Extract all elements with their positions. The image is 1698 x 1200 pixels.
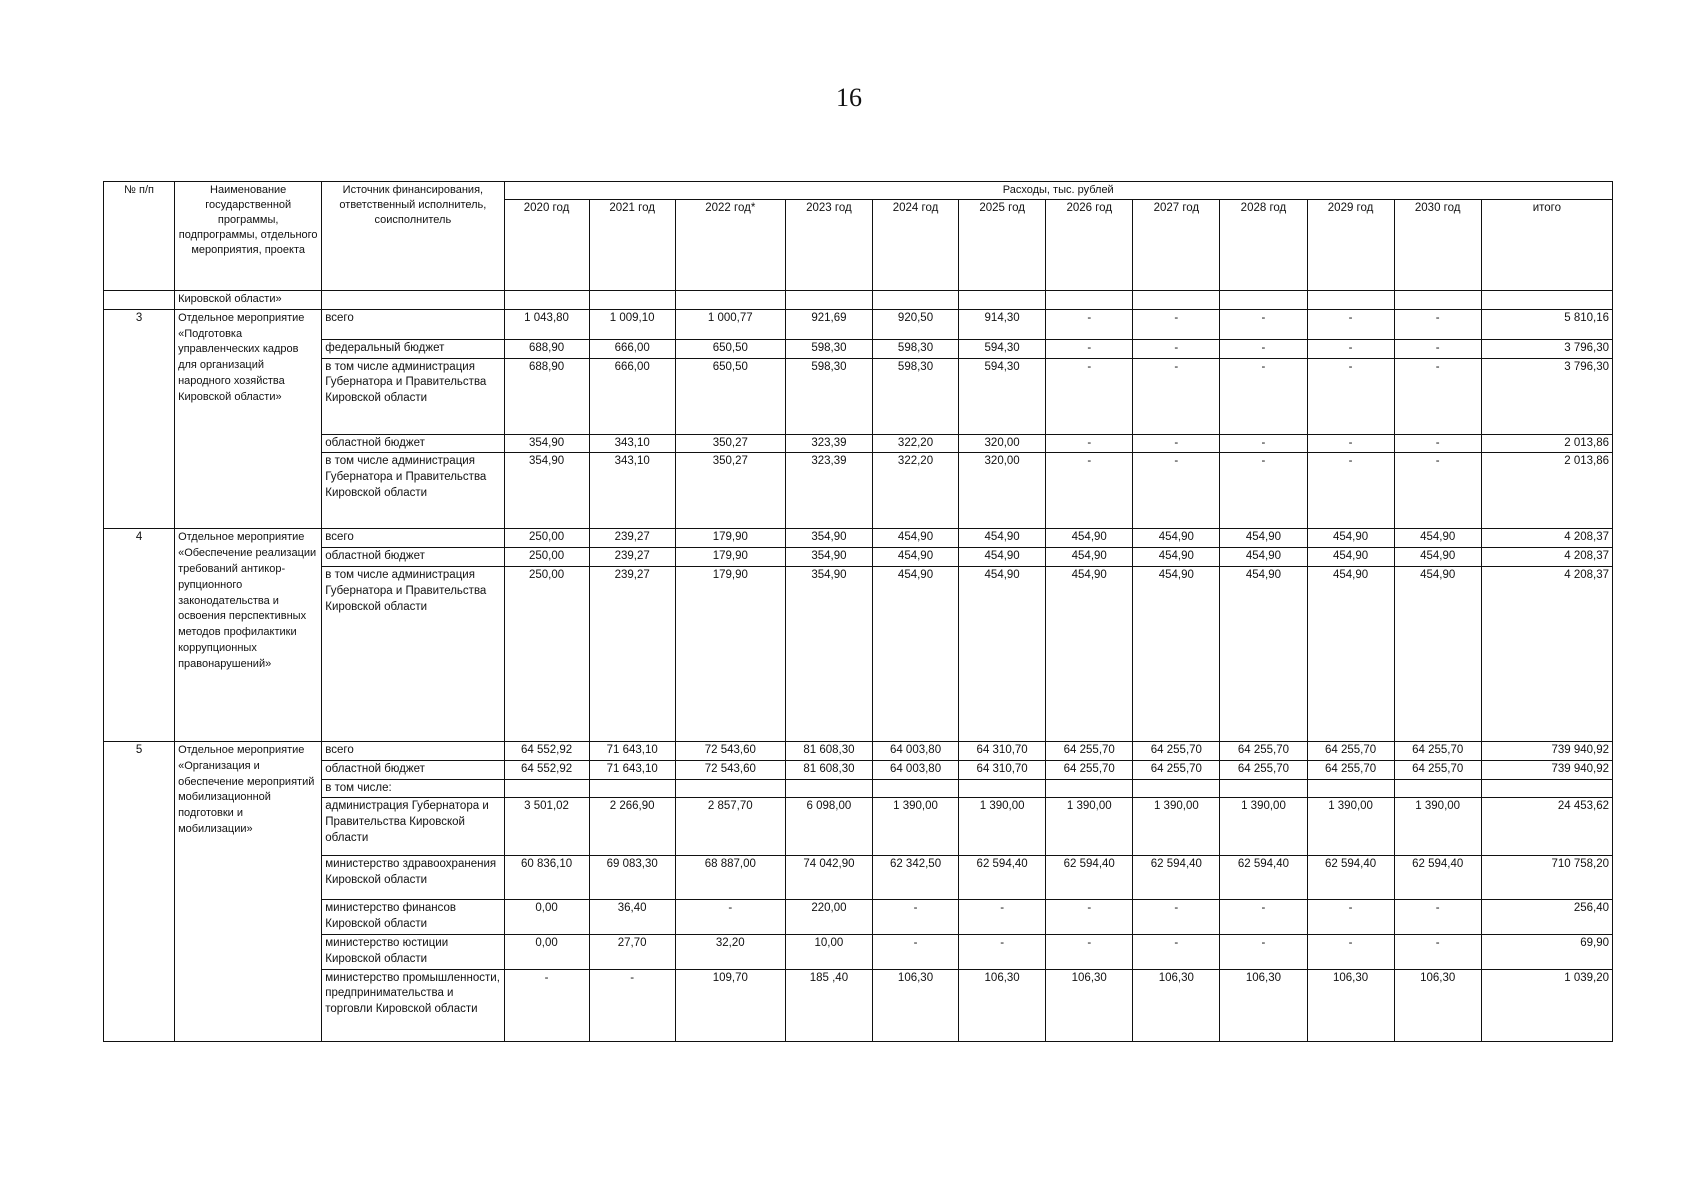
value-cell: 220,00 [785,900,872,935]
header-expenses: Расходы, тыс. рублей [504,182,1613,200]
value-cell: - [1220,358,1307,434]
value-cell: 72 543,60 [675,760,785,779]
value-cell: 64 255,70 [1133,760,1220,779]
year-header: 2027 год [1133,200,1220,291]
value-cell [589,779,675,798]
value-cell: 354,90 [785,548,872,567]
header-num: № п/п [104,182,175,291]
value-cell: 1 390,00 [1307,798,1394,856]
table-row [104,798,1613,856]
value-cell: - [1220,900,1307,935]
value-cell: - [1046,309,1133,339]
value-cell: 454,90 [1394,548,1481,567]
value-cell: - [1046,453,1133,529]
header-row [104,182,1613,200]
funding-source: областной бюджет [322,548,504,567]
value-cell: 250,00 [504,529,589,548]
value-cell: 598,30 [785,339,872,358]
value-cell: - [1133,934,1220,969]
value-cell: 350,27 [675,453,785,529]
value-cell: 914,30 [959,309,1046,339]
value-cell: 2 857,70 [675,798,785,856]
value-cell: - [1394,934,1481,969]
value-cell: 454,90 [1220,566,1307,741]
total-cell: 1 039,20 [1481,969,1612,1041]
value-cell [1220,779,1307,798]
table-row [104,900,1613,935]
value-cell: 454,90 [959,548,1046,567]
value-cell: 454,90 [1394,566,1481,741]
total-cell: 5 810,16 [1481,309,1612,339]
value-cell: 250,00 [504,548,589,567]
value-cell: 354,90 [504,453,589,529]
value-cell: - [1307,358,1394,434]
value-cell: 62 594,40 [1394,856,1481,900]
value-cell: 106,30 [1133,969,1220,1041]
value-cell: 454,90 [872,529,958,548]
value-cell: 454,90 [872,548,958,567]
table-row [104,339,1613,358]
year-header: 2029 год [1307,200,1394,291]
value-cell [872,779,958,798]
total-cell: 69,90 [1481,934,1612,969]
value-cell: 350,27 [675,434,785,453]
table-row [104,969,1613,1041]
value-cell: 598,30 [872,358,958,434]
value-cell: 0,00 [504,900,589,935]
table-row [104,358,1613,434]
funding-source: всего [322,741,504,760]
value-cell: 36,40 [589,900,675,935]
total-cell: 24 453,62 [1481,798,1612,856]
table-row [104,779,1613,798]
value-cell: 62 594,40 [1133,856,1220,900]
value-cell: 688,90 [504,358,589,434]
value-cell: 322,20 [872,434,958,453]
value-cell: 454,90 [1220,529,1307,548]
value-cell: - [1046,358,1133,434]
value-cell: - [1394,339,1481,358]
value-cell [1046,779,1133,798]
value-cell: 239,27 [589,566,675,741]
value-cell: 1 009,10 [589,309,675,339]
year-header: 2021 год [589,200,675,291]
value-cell: 106,30 [1307,969,1394,1041]
value-cell: - [1220,309,1307,339]
total-cell: 2 013,86 [1481,434,1612,453]
value-cell: - [1133,339,1220,358]
funding-source: министерство юстиции Кировской области [322,934,504,969]
value-cell: 179,90 [675,529,785,548]
value-cell: 598,30 [872,339,958,358]
value-cell [1133,779,1220,798]
total-cell: 3 796,30 [1481,358,1612,434]
value-cell: 343,10 [589,453,675,529]
value-cell: 323,39 [785,453,872,529]
value-cell: 322,20 [872,453,958,529]
value-cell: 62 594,40 [1220,856,1307,900]
value-cell: 72 543,60 [675,741,785,760]
value-cell: - [1307,900,1394,935]
value-cell: 454,90 [1307,548,1394,567]
value-cell: - [1133,309,1220,339]
funding-source: администрация Губернатора и Правительства Кировской области [322,798,504,856]
value-cell [785,779,872,798]
value-cell: 1 390,00 [872,798,958,856]
value-cell: 64 310,70 [959,741,1046,760]
budget-table [103,181,1613,1042]
value-cell: 2 266,90 [589,798,675,856]
funding-source: областной бюджет [322,434,504,453]
total-cell: 4 208,37 [1481,566,1612,741]
value-cell: - [1046,900,1133,935]
value-cell: 454,90 [1394,529,1481,548]
measure-name: Отдельное мероприятие «Обеспечение реализации требований антикор- рупционного законодательства и освоения перспективных методов профилактики коррупционных правонарушений» [175,529,322,742]
value-cell: 27,70 [589,934,675,969]
continuation-row [104,291,1613,310]
measure-name: Отдельное мероприятие «Организация и обеспечение мероприятий мобилизационной подготовки и мобилизации» [175,741,322,1041]
value-cell: 666,00 [589,339,675,358]
value-cell: - [1307,309,1394,339]
value-cell: - [959,900,1046,935]
value-cell: 1 390,00 [1220,798,1307,856]
value-cell: 81 608,30 [785,760,872,779]
total-cell: 2 013,86 [1481,453,1612,529]
value-cell: 64 255,70 [1046,760,1133,779]
value-cell: 64 255,70 [1394,741,1481,760]
value-cell: - [1220,934,1307,969]
value-cell: - [872,934,958,969]
table-row [104,741,1613,760]
value-cell: 74 042,90 [785,856,872,900]
value-cell: 454,90 [1307,566,1394,741]
value-cell: 320,00 [959,434,1046,453]
value-cell: 594,30 [959,339,1046,358]
value-cell [1394,779,1481,798]
total-cell [1481,779,1612,798]
value-cell: 250,00 [504,566,589,741]
funding-source: в том числе администрация Губернатора и Правительства Кировской области [322,566,504,741]
row-number: 3 [104,309,175,529]
table-row [104,934,1613,969]
value-cell: - [1394,358,1481,434]
value-cell: - [1220,453,1307,529]
value-cell: 1 390,00 [1394,798,1481,856]
year-header: 2030 год [1394,200,1481,291]
value-cell [675,779,785,798]
value-cell: 64 255,70 [1394,760,1481,779]
funding-source: министерство финансов Кировской области [322,900,504,935]
value-cell: 179,90 [675,548,785,567]
value-cell: 185 ,40 [785,969,872,1041]
value-cell: 64 255,70 [1220,760,1307,779]
value-cell: 6 098,00 [785,798,872,856]
value-cell: 323,39 [785,434,872,453]
table-row [104,548,1613,567]
value-cell: 0,00 [504,934,589,969]
value-cell: 239,27 [589,548,675,567]
value-cell: - [1307,434,1394,453]
value-cell: - [1220,339,1307,358]
value-cell: 239,27 [589,529,675,548]
value-cell: - [1307,934,1394,969]
value-cell: - [1046,934,1133,969]
total-cell: 739 940,92 [1481,741,1612,760]
value-cell: 64 310,70 [959,760,1046,779]
value-cell: 64 003,80 [872,760,958,779]
total-cell: 4 208,37 [1481,548,1612,567]
value-cell: 64 255,70 [1046,741,1133,760]
funding-source: областной бюджет [322,760,504,779]
value-cell: 60 836,10 [504,856,589,900]
value-cell: 1 390,00 [959,798,1046,856]
funding-source: в том числе администрация Губернатора и Правительства Кировской области [322,358,504,434]
funding-source: министерство здравоохранения Кировской области [322,856,504,900]
value-cell: 3 501,02 [504,798,589,856]
value-cell: 64 552,92 [504,741,589,760]
value-cell: 454,90 [959,529,1046,548]
value-cell: 343,10 [589,434,675,453]
value-cell: - [1133,453,1220,529]
total-cell: 710 758,20 [1481,856,1612,900]
year-header: 2024 год [872,200,958,291]
value-cell: 106,30 [1394,969,1481,1041]
value-cell: 1 390,00 [1046,798,1133,856]
value-cell: 1 043,80 [504,309,589,339]
value-cell: 64 255,70 [1133,741,1220,760]
value-cell: 688,90 [504,339,589,358]
value-cell: 454,90 [1046,548,1133,567]
total-cell: 3 796,30 [1481,339,1612,358]
row-number: 4 [104,529,175,742]
year-header: 2025 год [959,200,1046,291]
year-header: 2026 год [1046,200,1133,291]
value-cell: 454,90 [1046,566,1133,741]
value-cell: 62 342,50 [872,856,958,900]
value-cell: 454,90 [1133,548,1220,567]
value-cell: - [959,934,1046,969]
continuation-num [104,291,175,310]
value-cell: - [1133,900,1220,935]
table-row [104,453,1613,529]
value-cell: 354,90 [785,566,872,741]
total-cell: 739 940,92 [1481,760,1612,779]
value-cell [959,779,1046,798]
total-cell: 256,40 [1481,900,1612,935]
year-header: 2022 год* [675,200,785,291]
value-cell: 454,90 [1133,566,1220,741]
table-row [104,856,1613,900]
year-header: итого [1481,200,1612,291]
value-cell: 106,30 [959,969,1046,1041]
value-cell: - [1133,434,1220,453]
value-cell: 320,00 [959,453,1046,529]
value-cell: - [1046,339,1133,358]
value-cell: - [589,969,675,1041]
value-cell: - [1394,434,1481,453]
value-cell: 454,90 [1307,529,1394,548]
value-cell: 354,90 [504,434,589,453]
total-cell: 4 208,37 [1481,529,1612,548]
value-cell: - [1307,339,1394,358]
value-cell: 69 083,30 [589,856,675,900]
header-source: Источник финансирования, ответственный исполнитель, соисполнитель [322,182,504,291]
table-row [104,309,1613,339]
value-cell: 64 552,92 [504,760,589,779]
value-cell: 64 255,70 [1307,760,1394,779]
value-cell: 454,90 [872,566,958,741]
measure-name: Отдельное мероприятие «Подготовка управленческих кадров для организаций народного хозяйства Кировской области» [175,309,322,529]
page-number: 16 [836,83,862,112]
value-cell: 68 887,00 [675,856,785,900]
value-cell: 106,30 [872,969,958,1041]
value-cell: 1 390,00 [1133,798,1220,856]
continuation-source [322,291,504,310]
row-number: 5 [104,741,175,1041]
value-cell: - [675,900,785,935]
value-cell: 64 255,70 [1220,741,1307,760]
value-cell: 454,90 [1046,529,1133,548]
funding-source: министерство промышленности, предпринимательства и торговли Кировской области [322,969,504,1041]
value-cell: 71 643,10 [589,741,675,760]
value-cell: 921,69 [785,309,872,339]
value-cell: 1 000,77 [675,309,785,339]
funding-source: всего [322,309,504,339]
value-cell: 179,90 [675,566,785,741]
funding-source: в том числе администрация Губернатора и Правительства Кировской области [322,453,504,529]
table-row [104,434,1613,453]
value-cell: - [1394,453,1481,529]
value-cell: 62 594,40 [1307,856,1394,900]
value-cell: 920,50 [872,309,958,339]
year-header: 2020 год [504,200,589,291]
funding-source: федеральный бюджет [322,339,504,358]
value-cell [1307,779,1394,798]
funding-source: всего [322,529,504,548]
value-cell: 454,90 [959,566,1046,741]
value-cell: 650,50 [675,358,785,434]
value-cell: 666,00 [589,358,675,434]
value-cell: 594,30 [959,358,1046,434]
value-cell: 64 255,70 [1307,741,1394,760]
value-cell: - [1394,900,1481,935]
value-cell: 454,90 [1133,529,1220,548]
value-cell: 81 608,30 [785,741,872,760]
header-name: Наименование государственной программы, подпрограммы, отдельного мероприятия, проекта [175,182,322,291]
value-cell: 106,30 [1220,969,1307,1041]
value-cell: - [1046,434,1133,453]
value-cell [504,779,589,798]
value-cell: - [504,969,589,1041]
year-header: 2023 год [785,200,872,291]
value-cell: - [872,900,958,935]
value-cell: - [1394,309,1481,339]
value-cell: - [1220,434,1307,453]
value-cell: - [1307,453,1394,529]
table-row [104,529,1613,548]
value-cell: 650,50 [675,339,785,358]
value-cell: 62 594,40 [959,856,1046,900]
value-cell: 71 643,10 [589,760,675,779]
value-cell: 32,20 [675,934,785,969]
value-cell: 598,30 [785,358,872,434]
funding-source: в том числе: [322,779,504,798]
value-cell: 354,90 [785,529,872,548]
value-cell: 454,90 [1220,548,1307,567]
value-cell: 109,70 [675,969,785,1041]
table-row [104,760,1613,779]
value-cell: 64 003,80 [872,741,958,760]
value-cell: 106,30 [1046,969,1133,1041]
value-cell: 62 594,40 [1046,856,1133,900]
table-row [104,566,1613,741]
value-cell: 10,00 [785,934,872,969]
value-cell: - [1133,358,1220,434]
continuation-name: Кировской области» [175,291,322,310]
year-header: 2028 год [1220,200,1307,291]
